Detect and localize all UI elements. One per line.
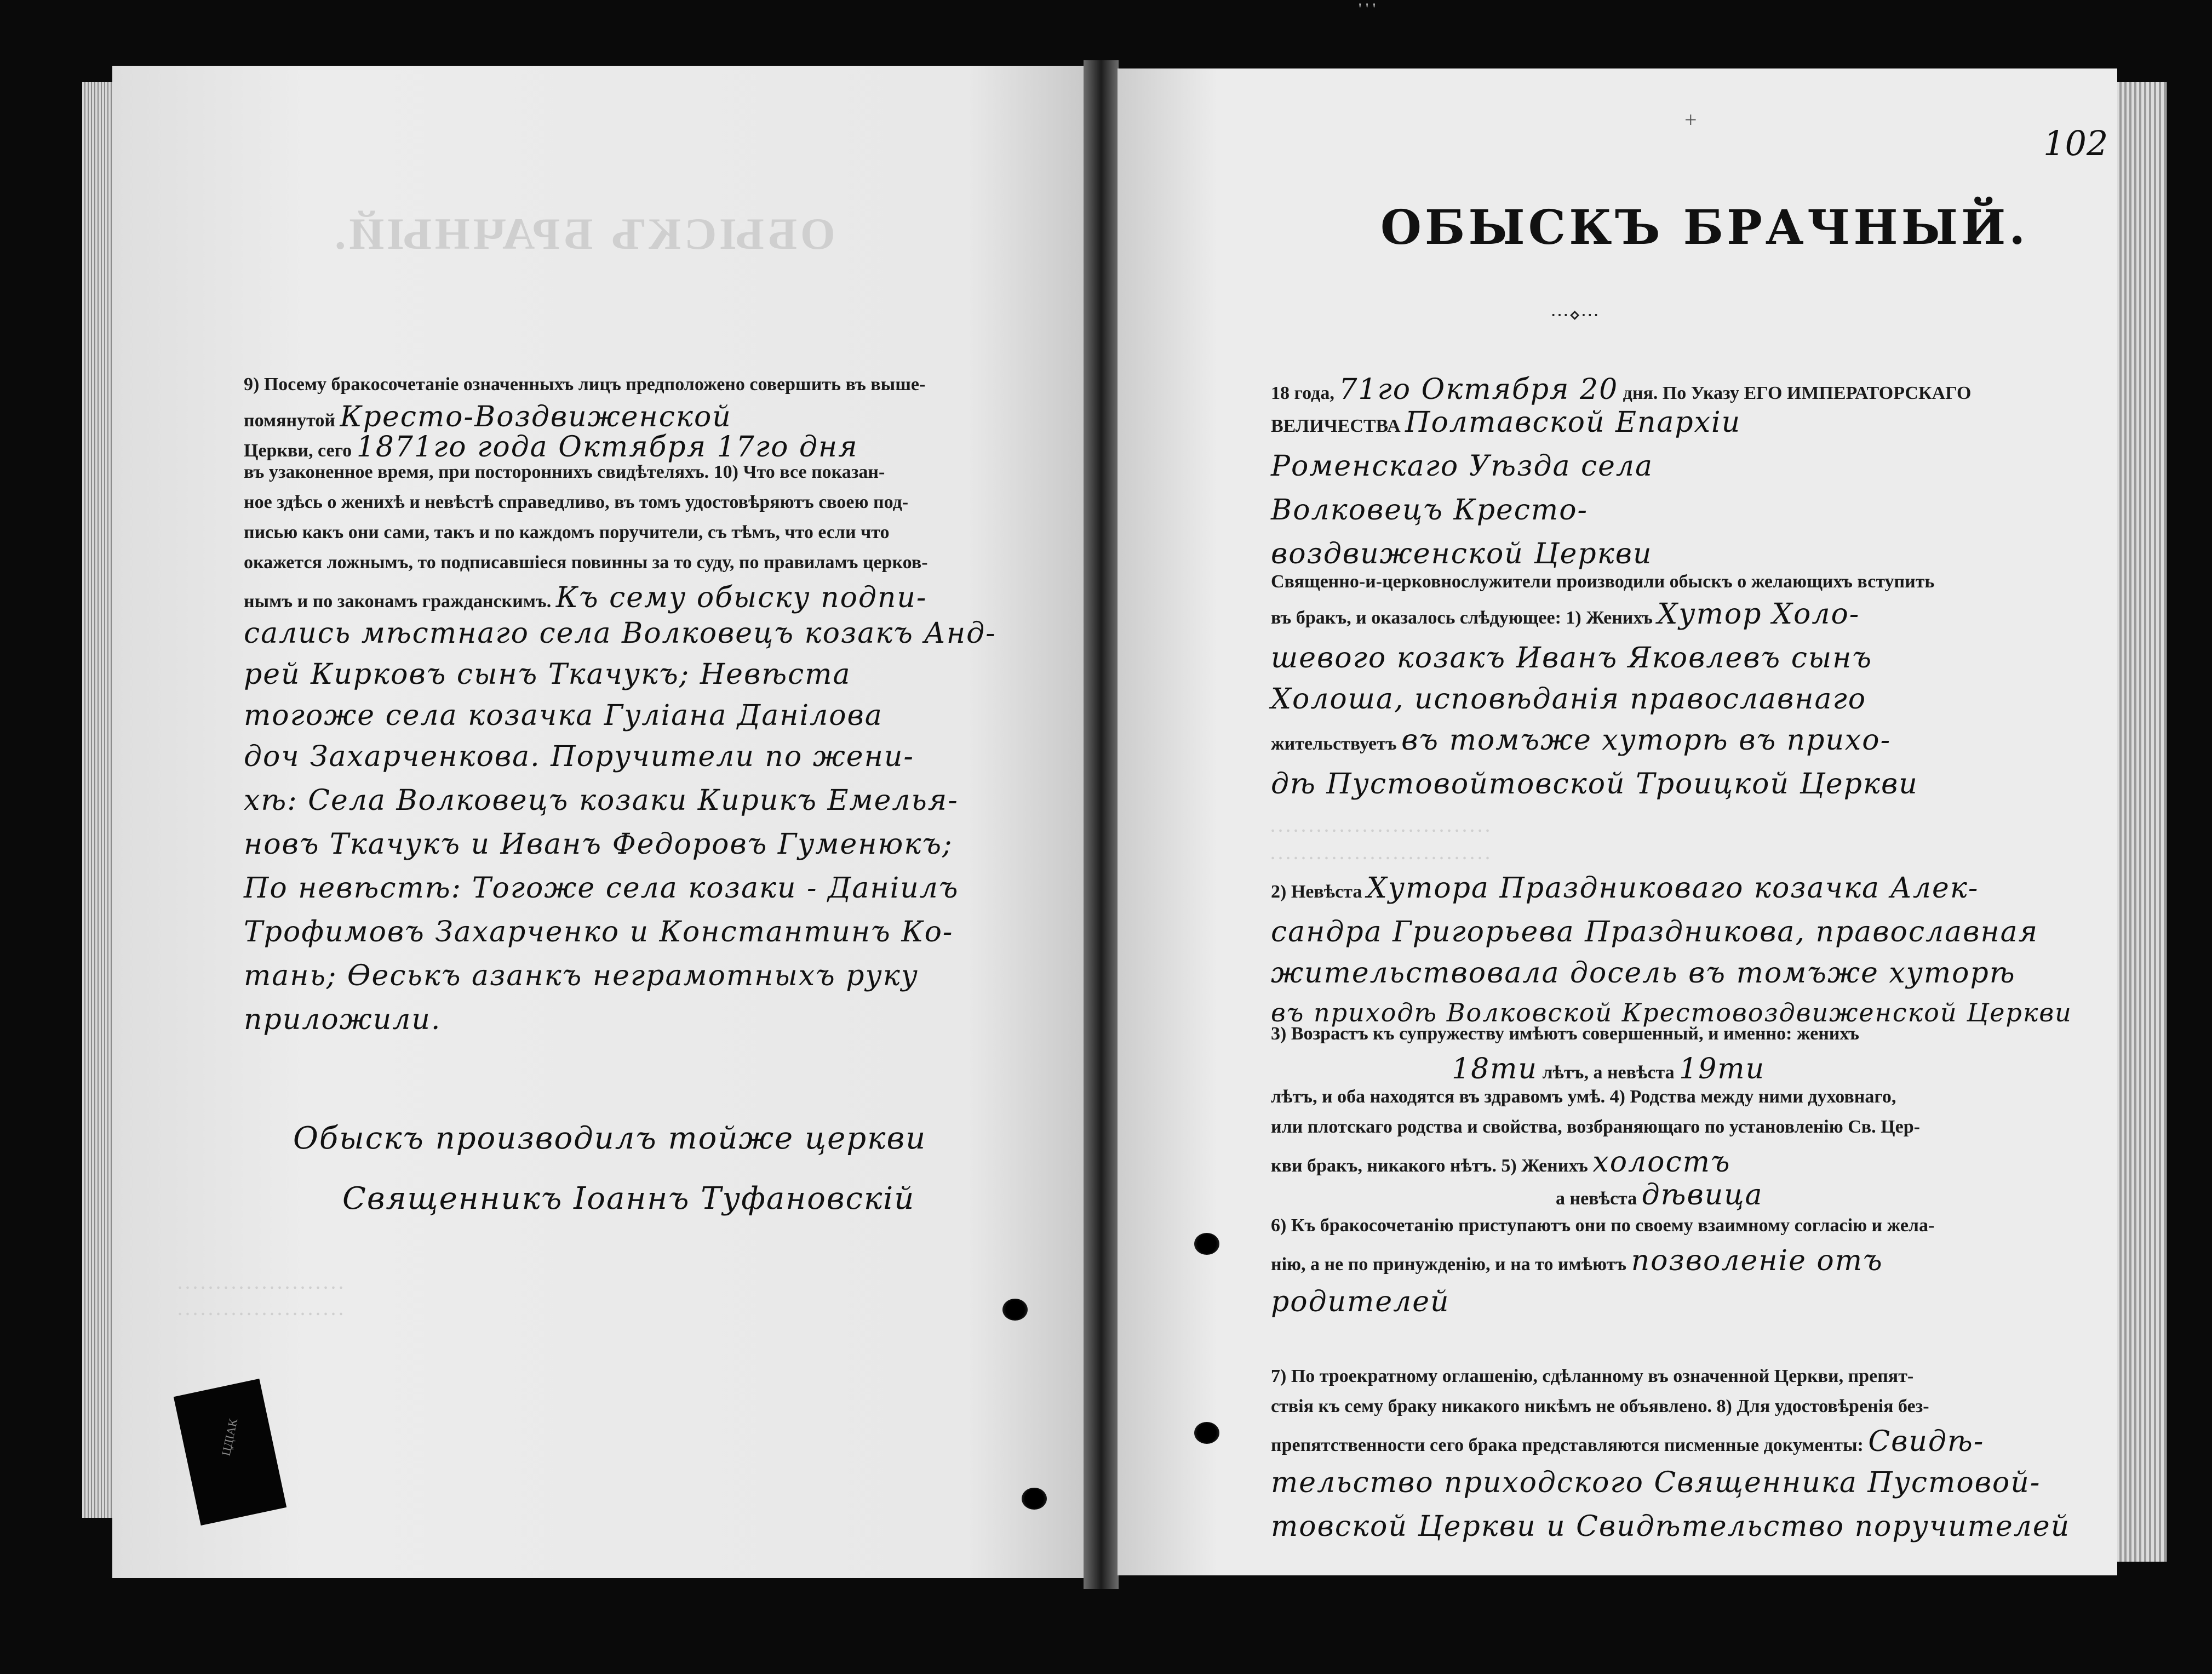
binding-hole bbox=[1002, 1299, 1028, 1321]
left-hw-line-18: приложили. bbox=[244, 1003, 442, 1036]
right-line-17: 18ти лѣтъ, а невѣста 19ти bbox=[1452, 1053, 1766, 1085]
right-hw-line-28: тельство приходского Священника Пустовой- bbox=[1271, 1466, 2041, 1499]
right-line-23: нію, а не по принужденію, и на то имѣютъ позволеніе отъ bbox=[1271, 1244, 1883, 1277]
right-hw-line-29: товской Церкви и Свидѣтельство поручителей bbox=[1271, 1510, 2071, 1543]
left-hw-line-14: новъ Ткачукъ и Иванъ Федоровъ Гуменюкъ; bbox=[244, 828, 953, 861]
right-line-1: 18 года, 71го Октября 20 дня. По Указу ЕГО ИМПЕРАТОРСКАГО bbox=[1271, 373, 1972, 406]
left-line-4: въ узаконенное время, при постороннихъ свидѣтеляхъ. 10) Что все показан- bbox=[244, 462, 885, 482]
right-hw-line-15: въ приходѣ Волковской Крестовоздвиженской Церкви bbox=[1271, 998, 2072, 1027]
right-line-26: ствія къ сему браку никакого никѣмъ не объявлено. 8) Для удостовѣренія без- bbox=[1271, 1396, 1929, 1416]
binding-hole bbox=[1194, 1233, 1219, 1255]
title-ornament: ⋯⋄⋯ bbox=[1550, 305, 1600, 325]
handwriting: Кресто-Воздвиженской bbox=[340, 401, 732, 433]
right-hw-line-8: шевого козакъ Иванъ Яковлевъ сынъ bbox=[1271, 642, 1873, 675]
right-hw-line-14: жительствовала досель въ томъже хуторѣ bbox=[1271, 957, 2016, 990]
right-page-edges bbox=[2114, 82, 2167, 1562]
left-line-5: ное здѣсь о женихѣ и невѣстѣ справедливо, въ томъ удостовѣряютъ своею под- bbox=[244, 492, 909, 512]
page-title: ОБЫСКЪ БРАЧНЫЙ. bbox=[1380, 200, 2029, 255]
top-edge-marks: ' ' ' bbox=[1359, 0, 1376, 18]
priest-signature: Священникъ Іоаннъ Туфановскій bbox=[342, 1181, 915, 1216]
handwriting: холостъ bbox=[1592, 1146, 1731, 1179]
handwriting: 71го Октября 20 bbox=[1339, 373, 1619, 406]
left-page-edges bbox=[82, 82, 115, 1518]
right-line-27: препятственности сего брака представляются писменные документы: Свидѣ- bbox=[1271, 1425, 1985, 1458]
right-line-21: а невѣста дѣвица bbox=[1556, 1179, 1763, 1212]
binding-label: ЦДІАК bbox=[219, 1417, 240, 1458]
right-line-7: въ бракъ, и оказалось слѣдующее: 1) Женихъ Хутор Холо- bbox=[1271, 598, 1860, 631]
handwriting: 18ти bbox=[1452, 1053, 1538, 1085]
right-hw-line-13: сандра Григорьева Праздникова, православная bbox=[1271, 916, 2039, 949]
handwriting: Хутор Холо- bbox=[1657, 598, 1860, 631]
right-hw-line-9: Холоша, исповѣданія православнаго bbox=[1271, 683, 1867, 716]
handwriting: позволеніе отъ bbox=[1631, 1244, 1883, 1277]
right-hw-line-24: родителей bbox=[1271, 1286, 1450, 1318]
left-hw-line-12: доч Захарченкова. Поручители по жени- bbox=[244, 740, 914, 773]
left-hw-line-16: Трофимовъ Захарченко и Константинъ Ко- bbox=[244, 916, 954, 949]
right-line-20: кви бракъ, никакого нѣтъ. 5) Женихъ холостъ bbox=[1271, 1146, 1731, 1179]
right-line-12: 2) Невѣста Хутора Праздниковаго козачка Алек- bbox=[1271, 872, 1979, 905]
bleed-through-text: . . . . . . . . . . . . . . . . . . . . . . . . . . . . . . . . . . . . . . . . . . . . bbox=[178, 1276, 343, 1319]
bleed-through-text: . . . . . . . . . . . . . . . . . . . . . . . . . . . . . . . . . . . . . . . . . . . . . . . . . . . . . . . . . . bbox=[1271, 819, 1489, 863]
book-gutter bbox=[1084, 60, 1119, 1589]
left-line-3: Церкви, сего 1871го года Октября 17го дня bbox=[244, 431, 858, 464]
left-line-6: писью какъ они сами, такъ и по каждомъ поручители, съ тѣмъ, что если что bbox=[244, 522, 890, 542]
left-hw-line-10: рей Кирковъ сынъ Ткачукъ; Невѣста bbox=[244, 658, 851, 691]
left-hw-line-15: По невѣстѣ: Тогоже села козаки - Даніилъ bbox=[244, 872, 959, 905]
left-line-1: 9) Посему бракосочетаніе означенныхъ лицъ предположено совершить въ выше- bbox=[244, 374, 926, 395]
left-line-2: помянутой Кресто-Воздвиженской bbox=[244, 401, 732, 433]
page-number: 102 bbox=[2043, 123, 2108, 163]
right-hw-line-5: воздвиженской Церкви bbox=[1271, 538, 1653, 570]
right-hw-line-4: Волковецъ Кресто- bbox=[1271, 494, 1589, 527]
right-line-18: лѣтъ, и оба находятся въ здравомъ умѣ. 4) Родства между ними духовнаго, bbox=[1271, 1087, 1896, 1107]
bride-age: 19ти bbox=[1679, 1053, 1766, 1085]
left-page bbox=[112, 66, 1085, 1578]
right-hw-line-3: Роменскаго Уѣзда села bbox=[1271, 450, 1654, 483]
right-hw-line-11: дѣ Пустовойтовской Троицкой Церкви bbox=[1271, 768, 1918, 801]
left-hw-line-9: сались мѣстнаго села Волковецъ козакъ Анд- bbox=[244, 617, 996, 650]
right-page bbox=[1118, 68, 2117, 1575]
left-hw-line-11: тогоже села козачка Гуліана Данілова bbox=[244, 699, 883, 732]
right-line-10: жительствуетъ въ томъже хуторѣ въ прихо- bbox=[1271, 724, 1892, 757]
left-line-8: нымъ и по законамъ гражданскимъ. Къ сему обыску подпи- bbox=[244, 581, 927, 614]
right-line-19: или плотскаго родства и свойства, возбраняющаго по установленію Св. Цер- bbox=[1271, 1117, 1920, 1137]
left-hw-line-17: тань; Ѳеськъ азанкъ неграмотныхъ руку bbox=[244, 959, 919, 992]
search-conducted-line: Обыскъ производилъ тойже церкви bbox=[293, 1121, 927, 1156]
right-line-6: Священно-и-церковнослужители производили обыскъ о желающихъ вступить bbox=[1271, 572, 1935, 592]
handwriting: дѣвица bbox=[1641, 1179, 1763, 1212]
handwriting: въ томъже хуторѣ въ прихо- bbox=[1401, 724, 1892, 757]
handwriting: Къ сему обыску подпи- bbox=[555, 581, 927, 614]
handwriting: 1871го года Октября 17го дня bbox=[356, 431, 858, 464]
left-line-7: окажется ложнымъ, то подписавшіеся повинны за то суду, по правиламъ церков- bbox=[244, 552, 928, 573]
handwriting: Хутора Праздниковаго козачка Алек- bbox=[1366, 872, 1979, 905]
handwriting: Полтавской Епархіи bbox=[1405, 406, 1741, 439]
right-line-2: ВЕЛИЧЕСТВА Полтавской Епархіи bbox=[1271, 406, 1741, 439]
left-hw-line-13: хѣ: Села Волковецъ козаки Кирикъ Емелья- bbox=[244, 784, 959, 817]
ghost-title: ОБЫСКЪ БРАЧНЫЙ. bbox=[331, 209, 835, 259]
pencil-mark: + bbox=[1684, 107, 1697, 132]
right-line-25: 7) По троекратному оглашенію, сдѣланному въ означенной Церкви, препят- bbox=[1271, 1366, 1914, 1386]
right-line-22: 6) Къ бракосочетанію приступаютъ они по своему взаимному согласію и жела- bbox=[1271, 1215, 1935, 1236]
binding-hole bbox=[1194, 1422, 1219, 1444]
handwriting: Свидѣ- bbox=[1868, 1425, 1985, 1458]
binding-hole bbox=[1022, 1488, 1047, 1510]
right-line-16: 3) Возрастъ къ супружеству имѣютъ совершенный, и именно: женихъ bbox=[1271, 1024, 1859, 1044]
